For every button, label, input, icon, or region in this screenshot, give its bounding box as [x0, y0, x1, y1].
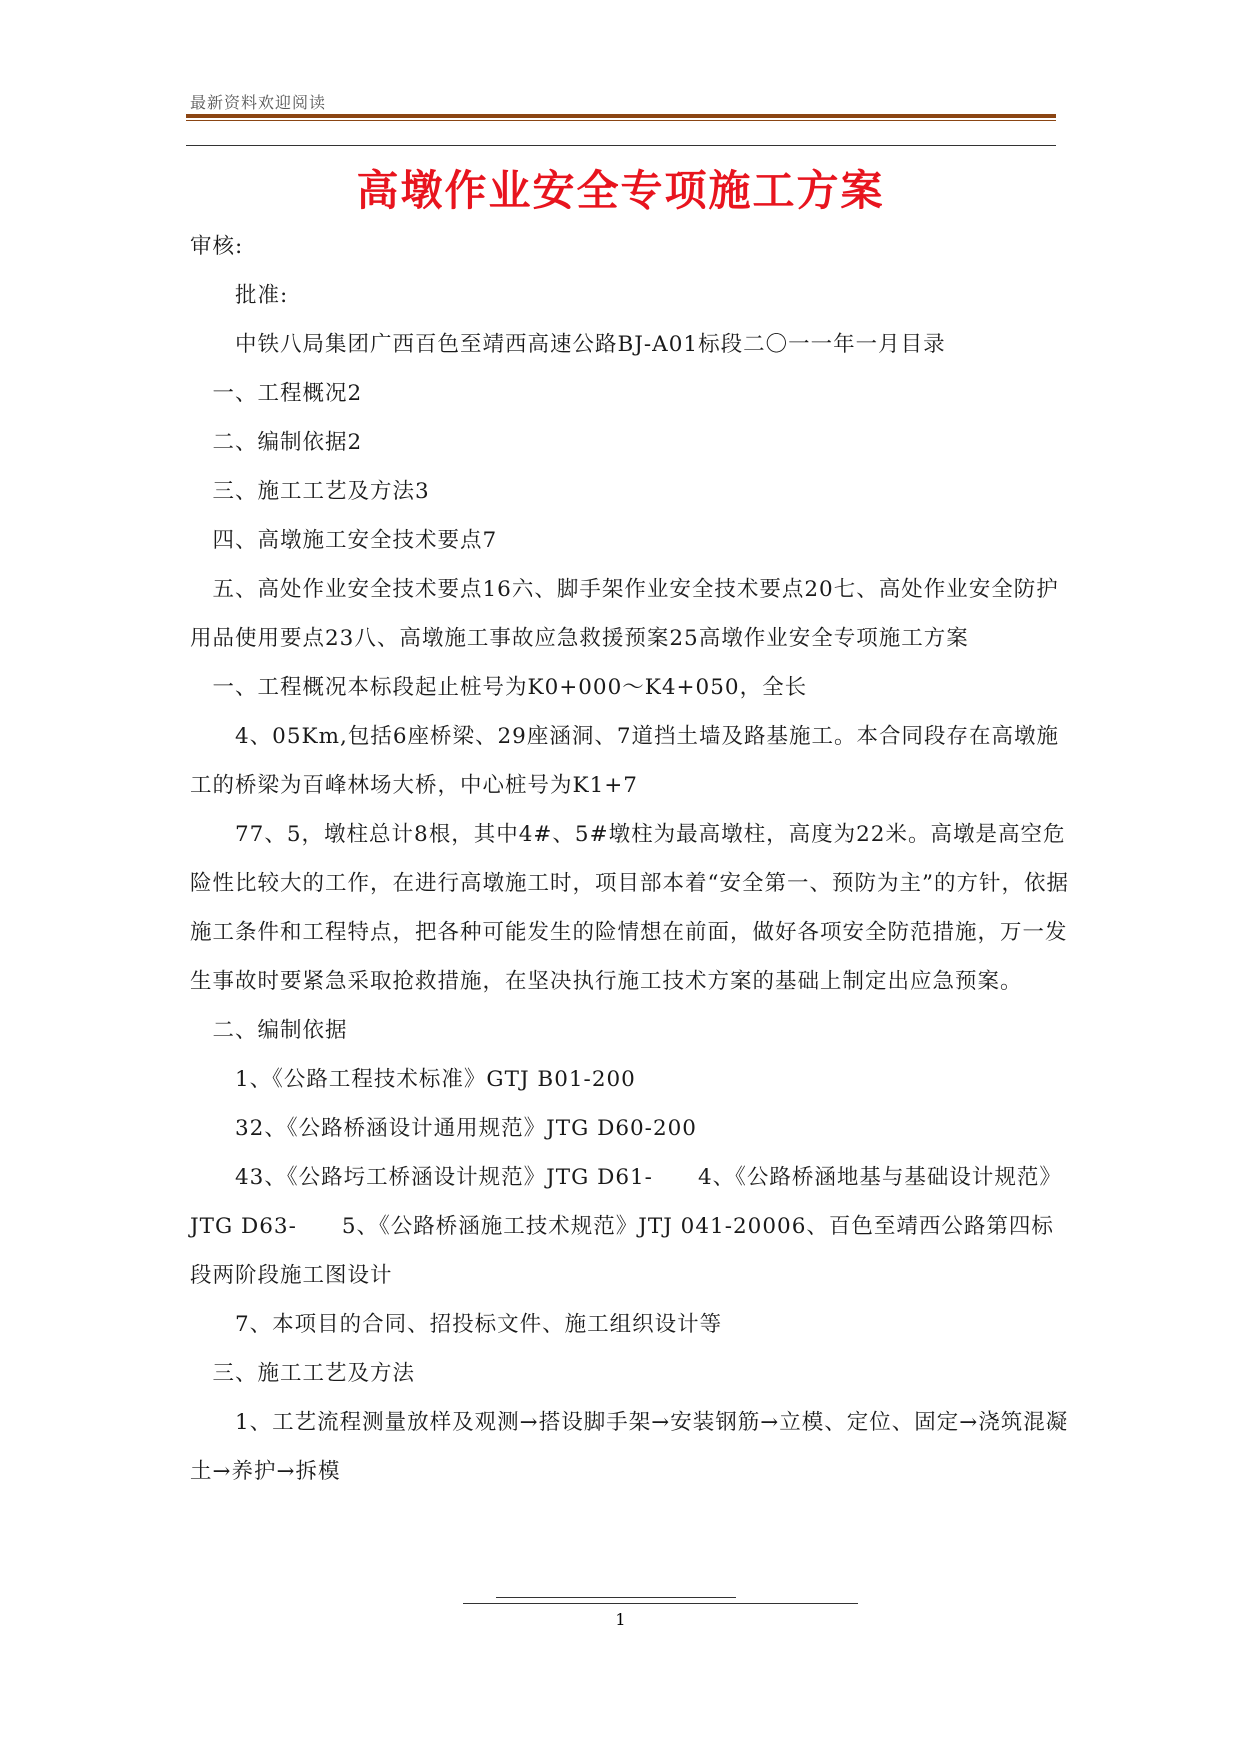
document-title: 高墩作业安全专项施工方案	[356, 166, 885, 215]
toc-item-4: 四、高墩施工安全技术要点7	[190, 528, 498, 553]
section-3-heading: 三、施工工艺及方法	[190, 1361, 416, 1386]
header-rule-thick	[186, 114, 1056, 118]
paragraph-approve: 批准:	[190, 283, 289, 308]
section-1-para-2: 77、5，墩柱总计8根，其中4#、5#墩柱为最高墩柱，高度为22米。高墩是高空危险性比较大的工作，在进行高墩施工时，项目部本着“安全第一、预防为主”的方针，依据施工条件和工程特点，把各种可能发生的险情想在前面，做好各项安全防范措施，万一发生事故时要紧急采取抢救措施，在坚决执行施工技术方案的基础上制定出应急预案。	[190, 822, 1069, 994]
paragraph-org: 中铁八局集团广西百色至靖西高速公路BJ-A01标段二〇一一年一月目录	[190, 332, 946, 357]
header-rule-black	[186, 145, 1056, 146]
basis-item-3-6: 43、《公路圬工桥涵设计规范》JTG D61- 4、《公路桥涵地基与基础设计规范》JTG D63- 5、《公路桥涵施工技术规范》JTJ 041-20006、百色至靖西公路第四标段两阶段施工图设计	[190, 1165, 1062, 1288]
basis-item-2: 32、《公路桥涵设计通用规范》JTG D60-200	[190, 1116, 697, 1141]
toc-item-5-8: 五、高处作业安全技术要点16六、脚手架作业安全技术要点20七、高处作业安全防护用品使用要点23八、高墩施工事故应急救援预案25高墩作业安全专项施工方案	[190, 577, 1059, 651]
footer-rule-lower	[463, 1603, 858, 1604]
section-2-heading: 二、编制依据	[190, 1018, 348, 1043]
process-flow: 1、工艺流程测量放样及观测→搭设脚手架→安装钢筋→立模、定位、固定→浇筑混凝土→养护→拆模	[190, 1410, 1069, 1484]
document-body	[190, 222, 1070, 1496]
toc-item-3: 三、施工工艺及方法3	[190, 479, 430, 504]
header-rule-thin	[186, 120, 1056, 121]
basis-item-7: 7、本项目的合同、招投标文件、施工组织设计等	[190, 1312, 723, 1337]
page-number: 1	[615, 1610, 626, 1629]
paragraph-review: 审核:	[190, 234, 244, 259]
section-1-para-1: 4、05Km,包括6座桥梁、29座涵洞、7道挡土墙及路基施工。本合同段存在高墩施工的桥梁为百峰林场大桥，中心桩号为K1+7	[190, 724, 1060, 798]
toc-item-2: 二、编制依据2	[190, 430, 363, 455]
toc-item-1: 一、工程概况2	[190, 381, 363, 406]
footer-rule-upper	[496, 1597, 736, 1598]
basis-item-1: 1、《公路工程技术标准》GTJ B01-200	[190, 1067, 636, 1092]
page-header-text: 最新资料欢迎阅读	[190, 93, 327, 112]
section-1-heading: 一、工程概况本标段起止桩号为K0+000～K4+050，全长	[190, 675, 808, 700]
